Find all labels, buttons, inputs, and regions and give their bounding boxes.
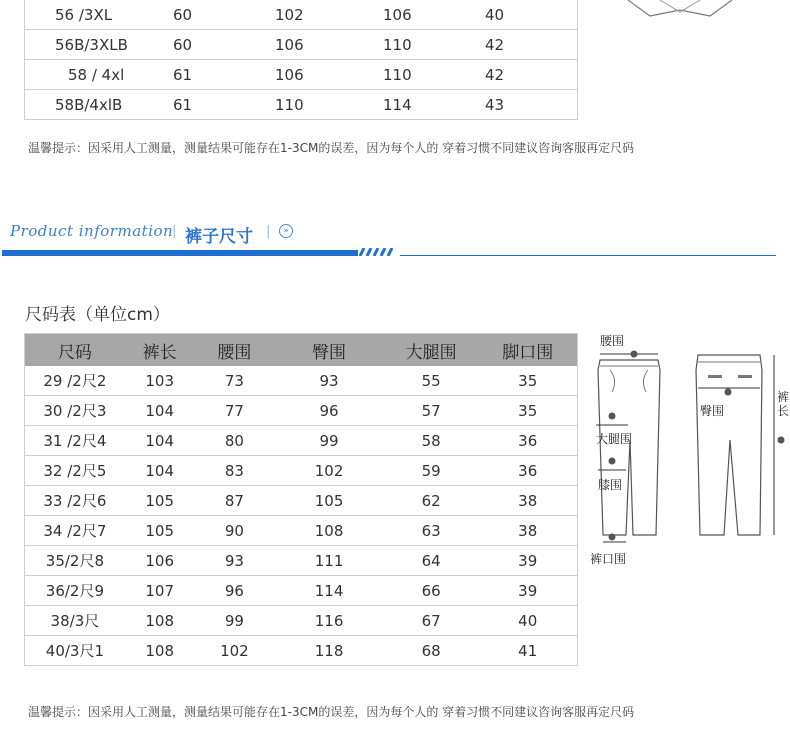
size-table bbox=[24, 333, 578, 666]
value-cell: 111 bbox=[274, 546, 384, 576]
value-cell: 68 bbox=[384, 636, 479, 666]
table-header bbox=[25, 334, 578, 367]
value-cell: 99 bbox=[195, 606, 275, 636]
chart-title: 尺码表（单位cm） bbox=[25, 305, 170, 325]
value-cell: 114 bbox=[274, 576, 384, 606]
value-cell: 93 bbox=[195, 546, 275, 576]
table-row bbox=[25, 0, 578, 30]
value-cell: 87 bbox=[195, 486, 275, 516]
value-cell: 106 bbox=[275, 60, 383, 90]
size-cell: 56 /3XL bbox=[55, 0, 173, 30]
value-cell: 90 bbox=[195, 516, 275, 546]
tip-text-bottom: 温馨提示：因采用人工测量，测量结果可能存在1-3CM的误差，因为每个人的 穿着习惯不同建议咨询客服再定尺码 bbox=[28, 705, 635, 719]
value-cell: 39 bbox=[478, 576, 577, 606]
table-row bbox=[25, 396, 578, 426]
value-cell: 66 bbox=[384, 576, 479, 606]
value-cell: 38 bbox=[478, 516, 577, 546]
value-cell: 104 bbox=[125, 456, 195, 486]
separator: | bbox=[266, 224, 271, 239]
value-cell: 42 bbox=[485, 60, 578, 90]
size-cell: 30 /2尺3 bbox=[25, 396, 125, 426]
separator: | bbox=[172, 224, 177, 239]
value-cell: 96 bbox=[274, 396, 384, 426]
table-row bbox=[25, 426, 578, 456]
value-cell: 93 bbox=[274, 366, 384, 396]
value-cell: 110 bbox=[383, 60, 485, 90]
value-cell: 103 bbox=[125, 366, 195, 396]
size-cell: 31 /2尺4 bbox=[25, 426, 125, 456]
value-cell: 110 bbox=[383, 30, 485, 60]
value-cell: 61 bbox=[173, 90, 275, 120]
value-cell: 105 bbox=[125, 516, 195, 546]
size-cell: 32 /2尺5 bbox=[25, 456, 125, 486]
size-cell: 58B/4xlB bbox=[55, 90, 173, 120]
value-cell: 108 bbox=[125, 606, 195, 636]
value-cell: 39 bbox=[478, 546, 577, 576]
value-cell: 35 bbox=[478, 366, 577, 396]
value-cell: 106 bbox=[125, 546, 195, 576]
value-cell: 106 bbox=[275, 30, 383, 60]
size-cell: 35/2尺8 bbox=[25, 546, 125, 576]
table-row bbox=[25, 30, 578, 60]
value-cell: 105 bbox=[274, 486, 384, 516]
value-cell: 61 bbox=[173, 60, 275, 90]
label-thigh: 大腿围 bbox=[596, 432, 633, 446]
value-cell: 40 bbox=[485, 0, 578, 30]
table-row bbox=[25, 606, 578, 636]
section-english-title: Product information bbox=[10, 222, 174, 240]
size-cell: 33 /2尺6 bbox=[25, 486, 125, 516]
table-row bbox=[25, 486, 578, 516]
value-cell: 57 bbox=[384, 396, 479, 426]
table-row bbox=[25, 90, 578, 120]
header-hip: 臀围 bbox=[274, 334, 384, 367]
value-cell: 77 bbox=[195, 396, 275, 426]
label-hip: 臀围 bbox=[700, 404, 725, 418]
value-cell: 108 bbox=[274, 516, 384, 546]
value-cell: 36 bbox=[478, 456, 577, 486]
value-cell: 80 bbox=[195, 426, 275, 456]
value-cell: 104 bbox=[125, 396, 195, 426]
section-title: 裤子尺寸 bbox=[185, 227, 253, 247]
header-thigh: 大腿围 bbox=[384, 334, 479, 367]
table-row bbox=[25, 456, 578, 486]
value-cell: 63 bbox=[384, 516, 479, 546]
value-cell: 107 bbox=[125, 576, 195, 606]
value-cell: 42 bbox=[485, 30, 578, 60]
size-cell: 29 /2尺2 bbox=[25, 366, 125, 396]
table-row bbox=[25, 576, 578, 606]
size-cell: 40/3尺1 bbox=[25, 636, 125, 666]
label-waist: 腰围 bbox=[600, 334, 625, 348]
size-cell: 34 /2尺7 bbox=[25, 516, 125, 546]
header-size: 尺码 bbox=[25, 334, 125, 367]
value-cell: 73 bbox=[195, 366, 275, 396]
value-cell: 55 bbox=[384, 366, 479, 396]
top-size-table bbox=[24, 0, 578, 120]
value-cell: 102 bbox=[274, 456, 384, 486]
stripe-decoration bbox=[358, 248, 398, 256]
value-cell: 114 bbox=[383, 90, 485, 120]
double-arrow-icon: » bbox=[279, 224, 293, 238]
value-cell: 59 bbox=[384, 456, 479, 486]
table-row bbox=[25, 516, 578, 546]
value-cell: 110 bbox=[275, 90, 383, 120]
table-row bbox=[25, 60, 578, 90]
header-length: 裤长 bbox=[125, 334, 195, 367]
shirt-diagram-fragment bbox=[620, 0, 790, 30]
section-underline bbox=[2, 250, 358, 256]
label-knee: 膝围 bbox=[598, 478, 623, 492]
value-cell: 83 bbox=[195, 456, 275, 486]
label-length: 裤长 bbox=[777, 390, 790, 418]
value-cell: 118 bbox=[274, 636, 384, 666]
size-cell: 56B/3XLB bbox=[55, 30, 173, 60]
value-cell: 106 bbox=[383, 0, 485, 30]
value-cell: 60 bbox=[173, 0, 275, 30]
header-waist: 腰围 bbox=[195, 334, 275, 367]
value-cell: 102 bbox=[275, 0, 383, 30]
size-cell: 36/2尺9 bbox=[25, 576, 125, 606]
table-row bbox=[25, 546, 578, 576]
value-cell: 38 bbox=[478, 486, 577, 516]
value-cell: 36 bbox=[478, 426, 577, 456]
value-cell: 62 bbox=[384, 486, 479, 516]
table-row bbox=[25, 636, 578, 666]
value-cell: 67 bbox=[384, 606, 479, 636]
section-rule bbox=[400, 255, 776, 256]
value-cell: 64 bbox=[384, 546, 479, 576]
header-hem: 脚口围 bbox=[478, 334, 577, 367]
value-cell: 108 bbox=[125, 636, 195, 666]
size-cell: 58 / 4xl bbox=[55, 60, 173, 90]
value-cell: 40 bbox=[478, 606, 577, 636]
tip-text-top: 温馨提示：因采用人工测量，测量结果可能存在1-3CM的误差，因为每个人的 穿着习惯不同建议咨询客服再定尺码 bbox=[28, 141, 635, 155]
pants-diagram bbox=[588, 330, 790, 570]
value-cell: 60 bbox=[173, 30, 275, 60]
value-cell: 43 bbox=[485, 90, 578, 120]
value-cell: 96 bbox=[195, 576, 275, 606]
value-cell: 116 bbox=[274, 606, 384, 636]
value-cell: 105 bbox=[125, 486, 195, 516]
value-cell: 58 bbox=[384, 426, 479, 456]
size-cell: 38/3尺 bbox=[25, 606, 125, 636]
label-hem: 裤口围 bbox=[590, 552, 627, 566]
value-cell: 99 bbox=[274, 426, 384, 456]
pants-outline bbox=[588, 330, 790, 570]
value-cell: 104 bbox=[125, 426, 195, 456]
value-cell: 102 bbox=[195, 636, 275, 666]
value-cell: 41 bbox=[478, 636, 577, 666]
table-row bbox=[25, 366, 578, 396]
value-cell: 35 bbox=[478, 396, 577, 426]
